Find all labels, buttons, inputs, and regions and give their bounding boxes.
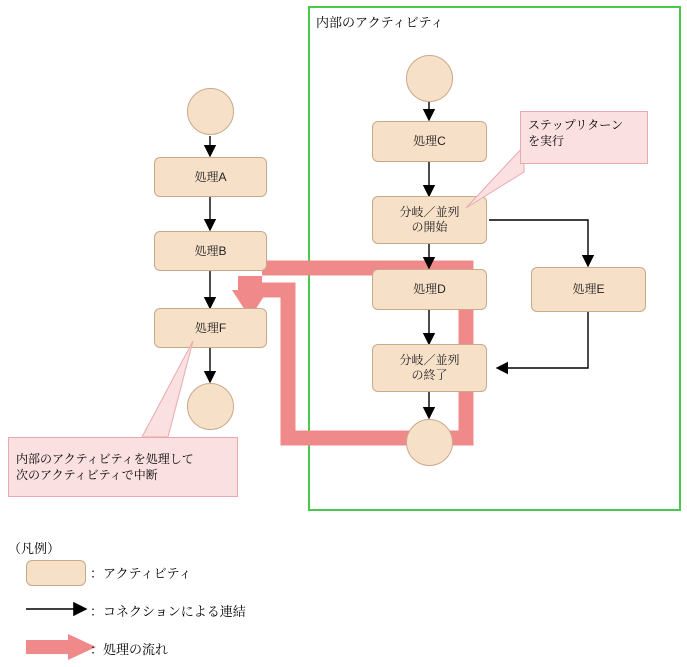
node-process-b-label: 処理B bbox=[194, 243, 227, 258]
legend-title: （凡例） bbox=[8, 541, 61, 556]
legend-activity-label: ：アクティビティ bbox=[90, 566, 192, 581]
node-fork-end-label-line2: の終了 bbox=[411, 368, 448, 382]
node-fork-start-label-line1: 分岐／並列 bbox=[399, 205, 460, 219]
node-process-c-label: 処理C bbox=[413, 134, 446, 148]
node-process-a-label: 処理A bbox=[194, 169, 227, 184]
node-fork-end-label-line1: 分岐／並列 bbox=[399, 353, 460, 367]
node-process-d-label: 処理D bbox=[413, 282, 446, 296]
step-return-callout-line1: ステップリターン bbox=[528, 118, 624, 132]
legend-flow-swatch bbox=[24, 632, 100, 662]
legend-flow-label: ：処理の流れ bbox=[90, 642, 169, 657]
inner-activity-frame-label: 内部のアクティビティ bbox=[316, 15, 444, 30]
inner-activity-note-callout bbox=[8, 437, 238, 497]
legend-activity-swatch bbox=[26, 560, 86, 586]
legend-connection-label: ：コネクションによる連結 bbox=[90, 604, 246, 619]
node-process-e-label: 処理E bbox=[572, 282, 605, 296]
node-process-f-label: 処理F bbox=[194, 320, 227, 335]
step-return-callout-line2: を実行 bbox=[528, 134, 565, 149]
legend-connection-swatch bbox=[24, 601, 94, 617]
node-fork-start-label-line2: の開始 bbox=[411, 220, 448, 234]
inner-activity-note-line1: 内部のアクティビティを処理して bbox=[16, 451, 194, 466]
inner-activity-note-line2: 次のアクティビティで中断 bbox=[16, 468, 158, 482]
